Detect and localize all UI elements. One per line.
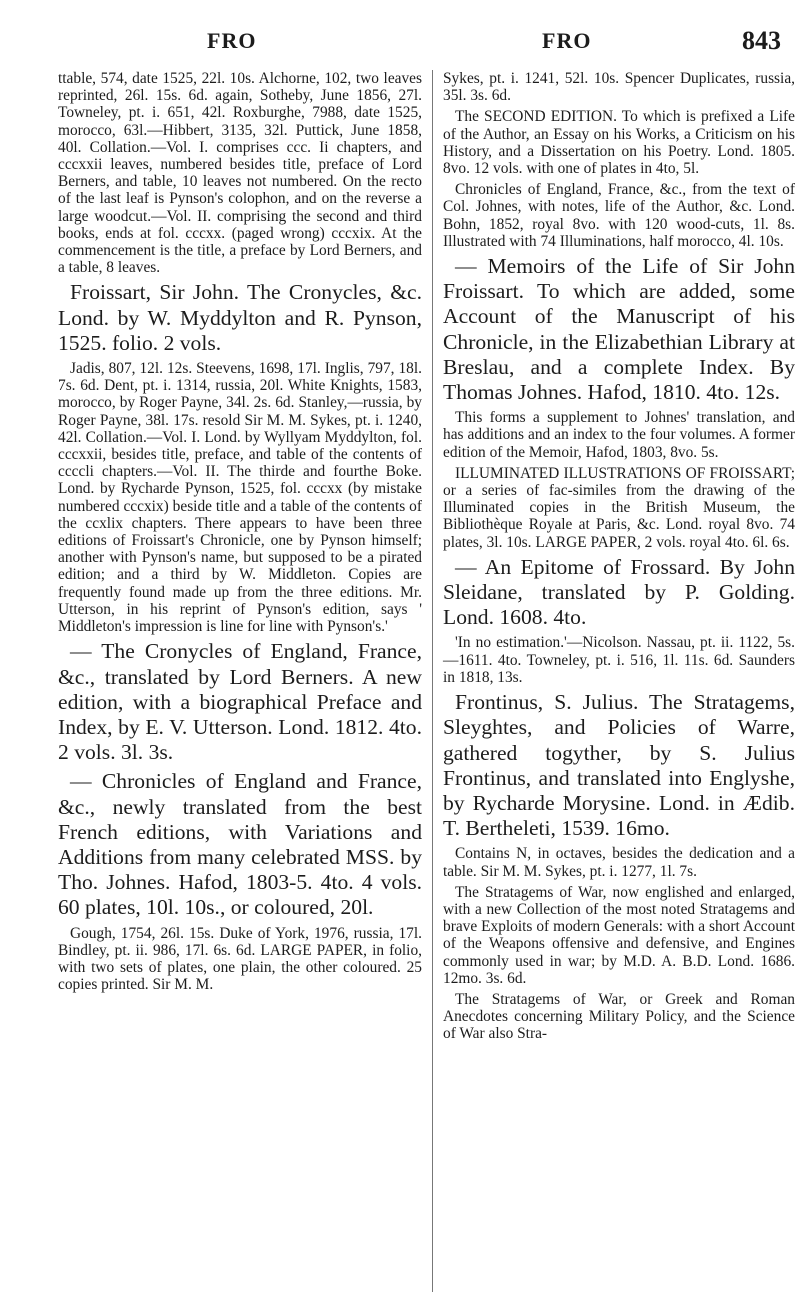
entry-heading: — An Epitome of Frossard. By John Sleidane, translated by P. Golding. Lond. 1608. 4to.	[443, 554, 795, 630]
page-number: 843	[742, 26, 781, 55]
entry-heading: — The Cronycles of England, France, &c., translated by Lord Berners. A new edition, with a biographical Preface and Index, by E. V. Utterson. Lond. 1812. 4to. 2 vols. 3l. 3s.	[58, 639, 422, 765]
entry-note: Contains N, in octaves, besides the dedication and a table. Sir M. M. Sykes, pt. i. 1277, 1l. 7s.	[443, 845, 795, 880]
entry-heading: Froissart, Sir John. The Cronycles, &c. Lond. by W. Myddylton and R. Pynson, 1525. folio. 2 vols.	[58, 280, 422, 355]
entry-note: ILLUMINATED ILLUSTRATIONS OF FROISSART; or a series of fac-similes from the drawing of the Illuminated copies in the British Museum, the Bibliothèque Royale at Paris, &c. Lond. royal 8vo. 74 plates, 3l. 10s. LARGE PAPER, 2 vols. royal 4to. 6l. 6s.	[443, 464, 795, 551]
header-right-word: FRO	[542, 28, 592, 53]
entry-note: Chronicles of England, France, &c., from the text of Col. Johnes, with notes, life of the Author, &c. Lond. Bohn, 1852, royal 8vo. with 120 wood-cuts, 1l. 8s. Illustrated with 74 Illuminations, half morocco, 4l. 10s.	[443, 181, 795, 250]
entry-note: The SECOND EDITION. To which is prefixed a Life of the Author, an Essay on his Works, a Criticism on his History, and a Dissertation on his Poetry. Lond. 1805. 8vo. 12 vols. with one of plates in 4to, 5l.	[443, 108, 795, 178]
entry-note: The Stratagems of War, now englished and enlarged, with a new Collection of the most noted Stratagems and brave Exploits of modern Generals: with a short Account of the Weapons offensive and defensive, and Engines commonly used in war; by M.D. A. B.D. Lond. 1686. 12mo. 3s. 6d.	[443, 883, 795, 987]
right-column	[443, 70, 795, 1043]
entry-note: ttable, 574, date 1525, 22l. 10s. Alchorne, 102, two leaves reprinted, 26l. 15s. 6d. again, Sotheby, June 1856, 27l. Towneley, pt. i. 651, 42l. Roxburghe, 7988, date 1525, morocco, 63l.—Hibbert, 3135, 32l. Puttick, June 1858, 40l. Collation.—Vol. I. comprises ccc. Ii chapters, and cccxxii leaves, numbered besides title, preface of Lord Berners, and table, 10 leaves not numbered. On the recto of the last leaf is Pynson's colophon, and on the reverse a large woodcut.—Vol. II. comprising the second and third books, ends at fol. cccxx. (paged wrong) cccxix. At the commencement is the title, a preface by Lord Berners, and a table, 8 leaves.	[58, 70, 422, 277]
column-divider	[432, 70, 433, 1292]
entry-note: Gough, 1754, 26l. 15s. Duke of York, 1976, russia, 17l. Bindley, pt. ii. 986, 17l. 6s. 6d. LARGE PAPER, in folio, with two sets of plates, one plain, the other coloured. 25 copies printed. Sir M. M.	[58, 924, 422, 994]
entry-heading: — Chronicles of England and France, &c., newly translated from the best French editions, with Variations and Additions from many celebrated MSS. by Tho. Johnes. Hafod, 1803-5. 4to. 4 vols. 60 plates, 10l. 10s., or coloured, 20l.	[58, 769, 422, 920]
running-header	[0, 18, 800, 58]
entry-note: This forms a supplement to Johnes' translation, and has additions and an index to the four volumes. A former edition of the Memoir, Hafod, 1803, 8vo. 5s.	[443, 409, 795, 461]
entry-note: Jadis, 807, 12l. 12s. Steevens, 1698, 17l. Inglis, 797, 18l. 7s. 6d. Dent, pt. i. 1314, russia, 20l. White Knights, 1583, morocco, by Roger Payne, 34l. 2s. 6d. Stanley,—russia, by Roger Payne, 38l. 17s. resold Sir M. M. Sykes, pt. i. 1240, 42l. Collation.—Vol. I. Lond. by Wyllyam Myddylton, fol. cccxxii, besides title, preface, and table of the contents of cccclі chapters.—Vol. II. The thirde and fourthe Boke. Lond. by Rycharde Pynson, 1525, fol. cccxx (by mistake numbered cccxix) beside title and a table of the contents of the ccxlix chapters. There appears to have been three editions of Froissart's Chronicle, one by Pynson himself; another with Pynson's name, but supposed to be a pirated edition; and a third by W. Middleton. Copies are frequently found made up from the three editions. Mr. Utterson, in his reprint of Pynson's edition, says ' Middleton's impression is line for line with Pynson's.'	[58, 360, 422, 636]
entry-note: The Stratagems of War, or Greek and Roman Anecdotes concerning Military Policy, and the Science of War also Stra-	[443, 990, 795, 1043]
entry-note: Sykes, pt. i. 1241, 52l. 10s. Spencer Duplicates, russia, 35l. 3s. 6d.	[443, 70, 795, 105]
header-left-word: FRO	[207, 28, 257, 53]
entry-heading: — Memoirs of the Life of Sir John Froissart. To which are added, some Account of the Manuscript of his Chronicle, in the Elizabethian Library at Breslau, and a complete Index. By Thomas Johnes. Hafod, 1810. 4to. 12s.	[443, 254, 795, 405]
entry-heading: Frontinus, S. Julius. The Stratagems, Sleyghtes, and Policies of Warre, gathered togyther, by S. Julius Frontinus, and translated into Englyshe, by Rycharde Morysine. Lond. in Ædib. T. Bertheleti, 1539. 16mo.	[443, 690, 795, 841]
entry-note: 'In no estimation.'—Nicolson. Nassau, pt. ii. 1122, 5s.—1611. 4to. Towneley, pt. i. 516, 1l. 11s. 6d. Saunders in 1818, 13s.	[443, 634, 795, 686]
left-column	[58, 70, 422, 993]
